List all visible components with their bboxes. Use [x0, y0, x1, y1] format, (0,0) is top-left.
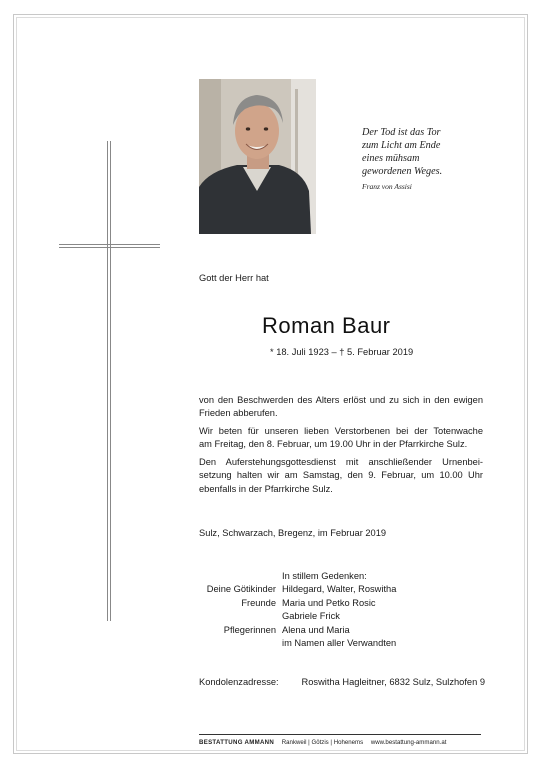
mourner-names: Alena und Maria — [282, 624, 350, 635]
mourner-relation: Pflegerinnen — [223, 624, 276, 635]
quote-line: Der Tod ist das Tor — [362, 127, 441, 138]
mourner-row — [200, 583, 396, 596]
paragraph-service: Den Auferstehungsgottesdienst mit anschließender Urnenbei- setzung halten wir am Samstag, den 9. Februar, um 10.00 Uhr ebenfalls in der Pfarrkirche Sulz. — [199, 457, 483, 494]
mourner-names: Maria und Petko Rosic — [282, 597, 376, 608]
intro-text: Gott der Herr hat — [199, 273, 269, 283]
condolence-address-text: Roswitha Hagleitner, 6832 Sulz, Sulzhofen 9 — [301, 677, 485, 687]
mourner-relation — [200, 570, 282, 583]
quote-line: zum Licht am Ende — [362, 140, 441, 151]
mourner-row — [200, 624, 396, 637]
mourner-names: In stillem Gedenken: — [282, 571, 367, 581]
quote-line: gewordenen Weges. — [362, 166, 443, 177]
quote-author: Franz von Assisi — [362, 182, 412, 191]
footer — [199, 734, 481, 746]
life-dates: * 18. Juli 1923 – † 5. Februar 2019 — [270, 347, 414, 357]
mourners-list — [200, 570, 396, 650]
mourner-row — [200, 597, 396, 610]
quote-line: eines mühsam — [362, 153, 420, 164]
deceased-name: Roman Baur — [262, 313, 391, 338]
mourner-relation — [200, 637, 282, 650]
place-date: Sulz, Schwarzach, Bregenz, im Februar 2019 — [199, 528, 387, 538]
mourner-names: im Namen aller Verwandten — [282, 637, 397, 648]
mourner-row — [200, 570, 396, 583]
mourner-relation — [200, 610, 282, 623]
mourner-relation: Freunde — [241, 597, 276, 608]
mourner-relation: Deine Götikinder — [206, 584, 276, 595]
portrait-photo — [199, 79, 316, 234]
condolence-address — [199, 677, 485, 687]
mourner-names: Hildegard, Walter, Roswitha — [282, 584, 397, 595]
paragraph-wake: Wir beten für unseren lieben Verstorbenen bei der Totenwache am Freitag, den 8. Februar, um 19.00 Uhr in der Pfarrkirche Sulz. — [199, 426, 483, 450]
condolence-label: Kondolenzadresse: — [199, 677, 279, 687]
mourner-names: Gabriele Frick — [282, 611, 340, 622]
mourner-row — [200, 610, 396, 623]
quote-block — [362, 126, 512, 192]
mourner-row — [200, 637, 396, 650]
paragraph-called-home: von den Beschwerden des Alters erlöst und zu sich in den ewigen Frieden abberufen. — [199, 395, 483, 419]
footer-website-link[interactable]: www.bestattung-ammann.at — [370, 739, 447, 746]
footer-brand: BESTATTUNG AMMANN — [199, 739, 275, 746]
footer-locations: Rankweil | Götzis | Hohenems — [281, 739, 364, 746]
